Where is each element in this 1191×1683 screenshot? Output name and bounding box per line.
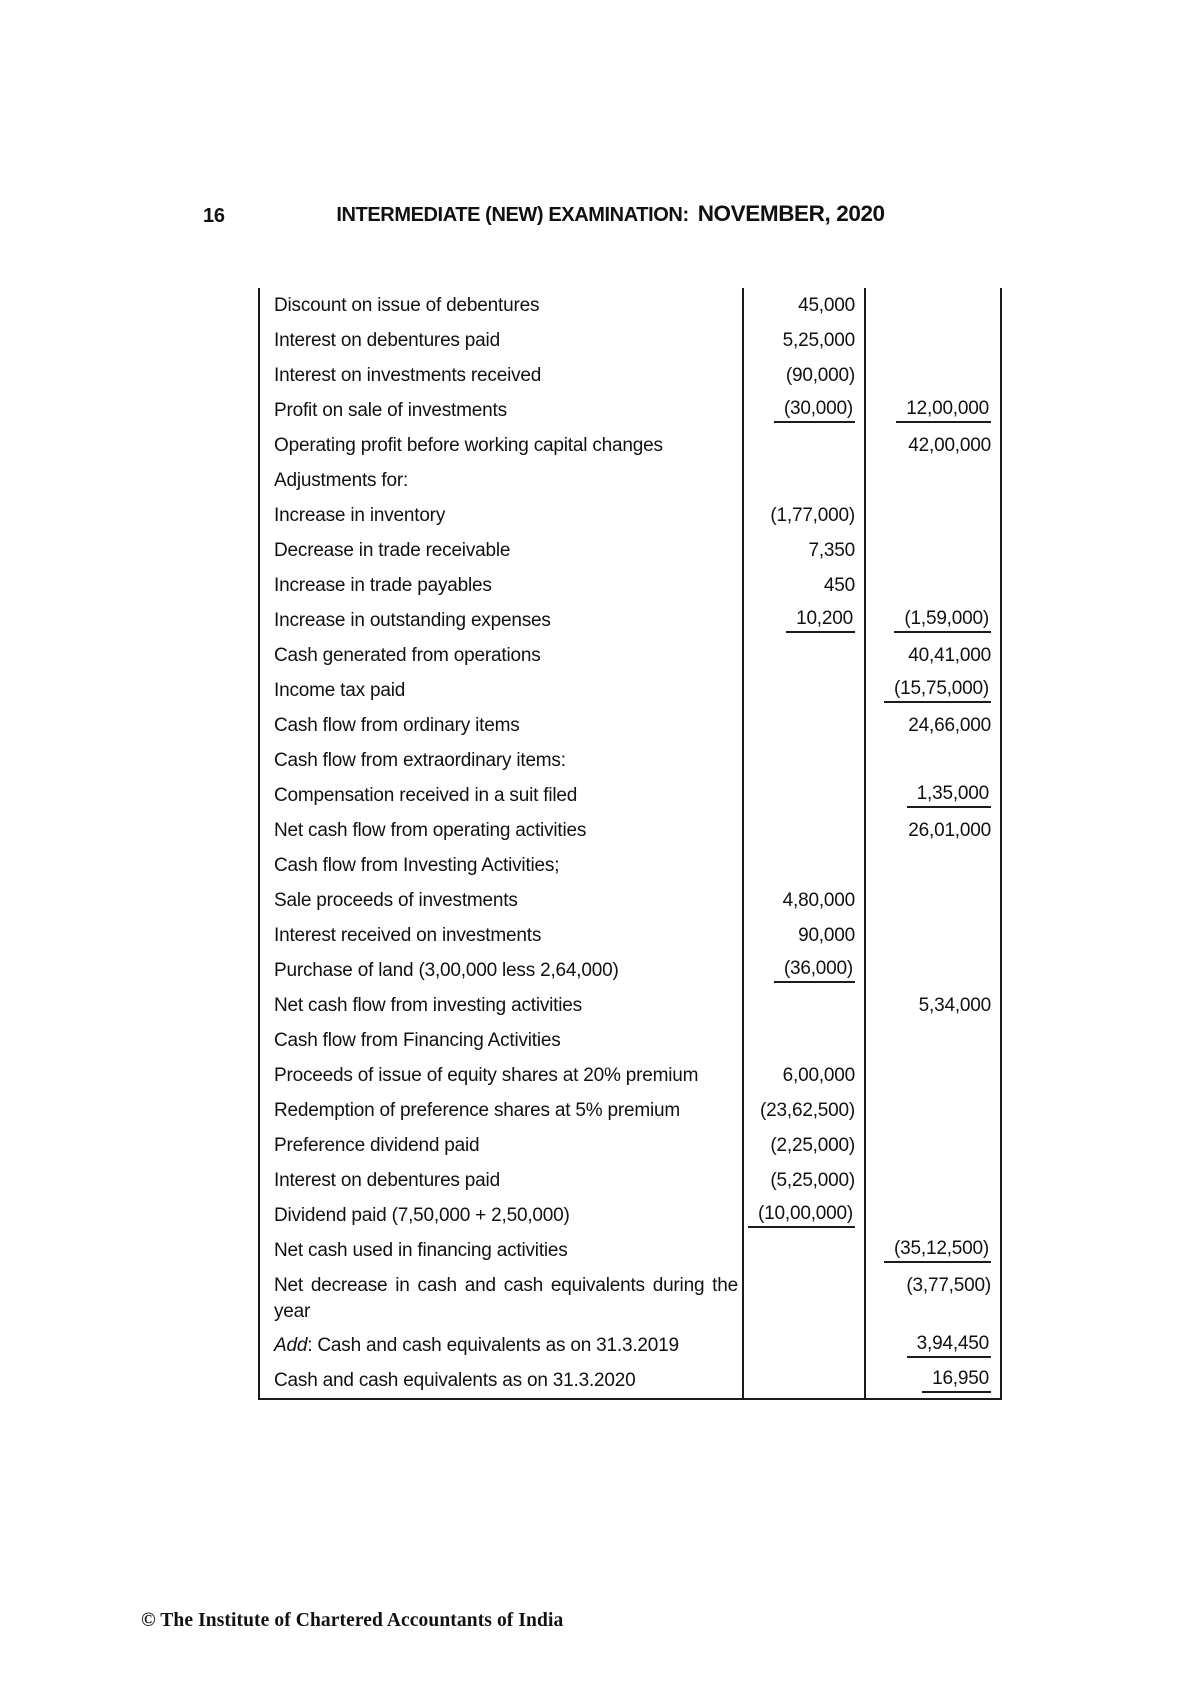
particulars-cell: Proceeds of issue of equity shares at 20% premium xyxy=(260,1058,744,1093)
particulars-cell: Income tax paid xyxy=(260,673,744,708)
table-row xyxy=(260,813,1000,848)
amount-value: (35,12,500) xyxy=(884,1238,991,1263)
amount-value: 3,94,450 xyxy=(907,1333,991,1358)
amount-value: (10,00,000) xyxy=(748,1203,855,1228)
amount-col1-cell xyxy=(744,743,866,778)
particulars-cell: Discount on issue of debentures xyxy=(260,288,744,323)
amount-col2-cell xyxy=(866,638,1000,673)
particulars-cell: Cash flow from ordinary items xyxy=(260,708,744,743)
amount-value: (1,77,000) xyxy=(770,504,855,526)
table-row xyxy=(260,848,1000,883)
amount-col1-cell xyxy=(744,708,866,743)
amount-col1-cell xyxy=(744,988,866,1023)
particulars-cell: Net cash flow from investing activities xyxy=(260,988,744,1023)
amount-col2-cell xyxy=(866,463,1000,498)
particulars-cell: Sale proceeds of investments xyxy=(260,883,744,918)
amount-value: 24,66,000 xyxy=(908,714,991,736)
table-row xyxy=(260,638,1000,673)
table-row xyxy=(260,288,1000,323)
amount-value: (30,000) xyxy=(774,398,855,423)
table-row xyxy=(260,1128,1000,1163)
amount-value: 16,950 xyxy=(922,1368,991,1393)
amount-col1-cell xyxy=(744,848,866,883)
amount-col2-cell xyxy=(866,1233,1000,1268)
amount-col2-cell xyxy=(866,568,1000,603)
amount-col2-cell xyxy=(866,603,1000,638)
header-exam-title: INTERMEDIATE (NEW) EXAMINATION: xyxy=(336,204,689,226)
table-row xyxy=(260,1058,1000,1093)
amount-col1-cell xyxy=(744,288,866,323)
particulars-cell: Net decrease in cash and cash equivalents during the year xyxy=(260,1268,744,1328)
table-row xyxy=(260,918,1000,953)
particulars-cell: Cash flow from extraordinary items: xyxy=(260,743,744,778)
header-exam-session: NOVEMBER, 2020 xyxy=(697,201,885,226)
table-row xyxy=(260,778,1000,813)
amount-value: (3,77,500) xyxy=(906,1275,991,1296)
amount-value: (90,000) xyxy=(785,364,855,386)
particulars-cell: Interest on debentures paid xyxy=(260,1163,744,1198)
amount-col2-cell xyxy=(866,953,1000,988)
table-row xyxy=(260,988,1000,1023)
amount-col2-cell xyxy=(866,1163,1000,1198)
amount-col1-cell xyxy=(744,1058,866,1093)
amount-col1-cell xyxy=(744,673,866,708)
amount-value: 45,000 xyxy=(798,294,855,316)
amount-col2-cell xyxy=(866,323,1000,358)
amount-value: 90,000 xyxy=(798,924,855,946)
particulars-cell: Increase in outstanding expenses xyxy=(260,603,744,638)
table-row xyxy=(260,743,1000,778)
amount-col2-cell xyxy=(866,883,1000,918)
particulars-cell: Decrease in trade receivable xyxy=(260,533,744,568)
amount-col1-cell xyxy=(744,1023,866,1058)
table-row xyxy=(260,428,1000,463)
particulars-cell: Interest received on investments xyxy=(260,918,744,953)
particulars-cell: Purchase of land (3,00,000 less 2,64,000) xyxy=(260,953,744,988)
amount-col2-cell xyxy=(866,358,1000,393)
amount-value: 12,00,000 xyxy=(896,398,991,423)
amount-col1-cell xyxy=(744,463,866,498)
particulars-cell: Redemption of preference shares at 5% premium xyxy=(260,1093,744,1128)
table-row xyxy=(260,323,1000,358)
amount-value: (5,25,000) xyxy=(770,1169,855,1191)
amount-col2-cell xyxy=(866,1058,1000,1093)
amount-value: 10,200 xyxy=(786,608,855,633)
particulars-cell: Cash flow from Investing Activities; xyxy=(260,848,744,883)
amount-col1-cell xyxy=(744,393,866,428)
amount-value: (1,59,000) xyxy=(894,608,991,633)
amount-col1-cell xyxy=(744,1128,866,1163)
amount-col1-cell xyxy=(744,883,866,918)
particulars-cell: Net cash flow from operating activities xyxy=(260,813,744,848)
amount-col2-cell xyxy=(866,533,1000,568)
amount-col1-cell xyxy=(744,1093,866,1128)
table-row xyxy=(260,708,1000,743)
amount-value: 5,25,000 xyxy=(782,329,855,351)
table-row xyxy=(260,953,1000,988)
amount-col1-cell xyxy=(744,358,866,393)
amount-col2-cell xyxy=(866,813,1000,848)
particulars-cell: Increase in inventory xyxy=(260,498,744,533)
italic-label-prefix: Add xyxy=(274,1334,308,1356)
table-row xyxy=(260,498,1000,533)
particulars-cell: Preference dividend paid xyxy=(260,1128,744,1163)
amount-value: 1,35,000 xyxy=(907,783,991,808)
amount-col1-cell xyxy=(744,813,866,848)
particulars-cell: Increase in trade payables xyxy=(260,568,744,603)
amount-value: 40,41,000 xyxy=(908,644,991,666)
table-row xyxy=(260,358,1000,393)
amount-col1-cell xyxy=(744,498,866,533)
table-row xyxy=(260,568,1000,603)
amount-col1-cell xyxy=(744,1363,866,1398)
particulars-cell: Dividend paid (7,50,000 + 2,50,000) xyxy=(260,1198,744,1233)
amount-value: 26,01,000 xyxy=(908,819,991,841)
amount-value: (36,000) xyxy=(774,958,855,983)
particulars-cell: Compensation received in a suit filed xyxy=(260,778,744,813)
amount-value: (2,25,000) xyxy=(770,1134,855,1156)
particulars-cell: Interest on investments received xyxy=(260,358,744,393)
amount-col1-cell xyxy=(744,533,866,568)
amount-col1-cell xyxy=(744,568,866,603)
amount-col2-cell xyxy=(866,288,1000,323)
table-row xyxy=(260,1233,1000,1268)
table-row xyxy=(260,1328,1000,1363)
amount-col2-cell xyxy=(866,918,1000,953)
amount-col2-cell xyxy=(866,498,1000,533)
amount-col1-cell xyxy=(744,323,866,358)
amount-col1-cell xyxy=(744,638,866,673)
amount-col2-cell xyxy=(866,393,1000,428)
amount-value: (23,62,500) xyxy=(760,1099,855,1121)
amount-col1-cell xyxy=(744,1268,866,1328)
table-row xyxy=(260,883,1000,918)
page-header xyxy=(0,201,1191,227)
amount-col1-cell xyxy=(744,1328,866,1363)
amount-col2-cell xyxy=(866,673,1000,708)
cash-flow-table xyxy=(258,288,1002,1400)
amount-col2-cell xyxy=(866,1198,1000,1233)
amount-value: 450 xyxy=(823,574,855,596)
table-row xyxy=(260,1198,1000,1233)
table-row xyxy=(260,393,1000,428)
amount-col2-cell xyxy=(866,1128,1000,1163)
amount-value: 6,00,000 xyxy=(782,1064,855,1086)
footer-copyright: © The Institute of Chartered Accountants of India xyxy=(141,1610,564,1631)
amount-col2-cell xyxy=(866,1023,1000,1058)
particulars-cell: Interest on debentures paid xyxy=(260,323,744,358)
particulars-cell: Net cash used in financing activities xyxy=(260,1233,744,1268)
particulars-cell: Cash flow from Financing Activities xyxy=(260,1023,744,1058)
particulars-cell: Operating profit before working capital changes xyxy=(260,428,744,463)
table-row xyxy=(260,463,1000,498)
amount-col1-cell xyxy=(744,1163,866,1198)
amount-col2-cell xyxy=(866,743,1000,778)
particulars-cell: Adjustments for: xyxy=(260,463,744,498)
amount-col2-cell xyxy=(866,778,1000,813)
table-row xyxy=(260,1363,1000,1398)
amount-value: 42,00,000 xyxy=(908,434,991,456)
amount-value: 5,34,000 xyxy=(918,994,991,1016)
table-row xyxy=(260,1268,1000,1328)
particulars-cell: Cash generated from operations xyxy=(260,638,744,673)
amount-value: (15,75,000) xyxy=(884,678,991,703)
amount-col1-cell xyxy=(744,428,866,463)
amount-col1-cell xyxy=(744,918,866,953)
amount-col2-cell xyxy=(866,1328,1000,1363)
amount-col2-cell xyxy=(866,1363,1000,1398)
amount-col1-cell xyxy=(744,1233,866,1268)
table-row xyxy=(260,1093,1000,1128)
table-row xyxy=(260,533,1000,568)
table-row xyxy=(260,1023,1000,1058)
particulars-cell: Add: Cash and cash equivalents as on 31.3.2019 xyxy=(260,1328,744,1363)
particulars-cell: Cash and cash equivalents as on 31.3.2020 xyxy=(260,1363,744,1398)
amount-col2-cell xyxy=(866,708,1000,743)
table-row xyxy=(260,1163,1000,1198)
amount-col2-cell xyxy=(866,848,1000,883)
page-number: 16 xyxy=(203,205,225,227)
amount-col1-cell xyxy=(744,778,866,813)
table-row xyxy=(260,673,1000,708)
table-row xyxy=(260,603,1000,638)
amount-col2-cell xyxy=(866,428,1000,463)
amount-col1-cell xyxy=(744,953,866,988)
amount-value: 4,80,000 xyxy=(782,889,855,911)
amount-col2-cell xyxy=(866,1268,1000,1328)
amount-col2-cell xyxy=(866,1093,1000,1128)
amount-value: 7,350 xyxy=(808,539,855,561)
amount-col1-cell xyxy=(744,1198,866,1233)
amount-col1-cell xyxy=(744,603,866,638)
particulars-cell: Profit on sale of investments xyxy=(260,393,744,428)
amount-col2-cell xyxy=(866,988,1000,1023)
